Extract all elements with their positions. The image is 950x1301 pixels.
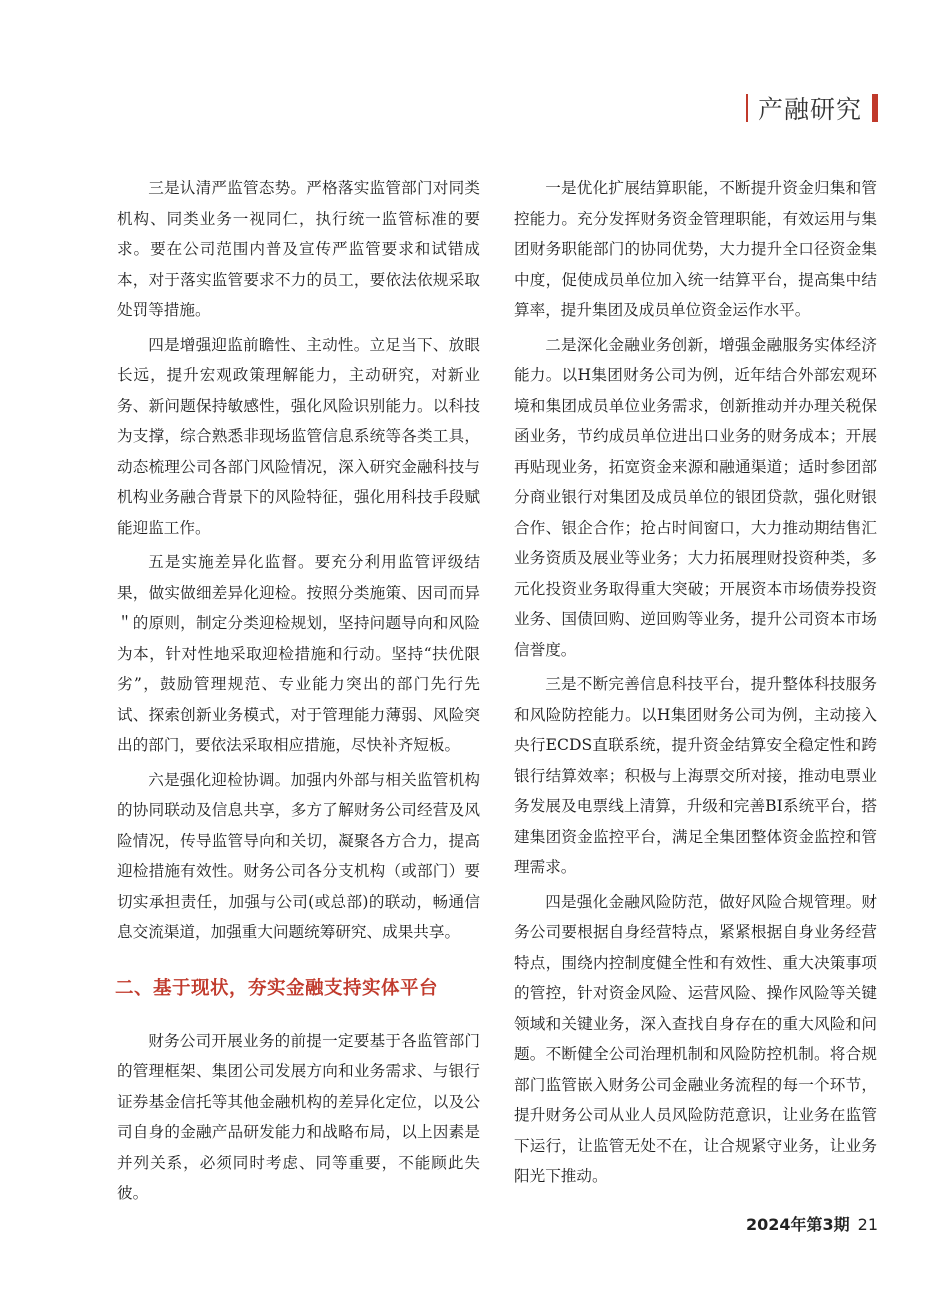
issue-label: 2024年第3期 — [745, 1215, 850, 1234]
paragraph: 三是认清严监管态势。严格落实监管部门对同类机构、同类业务一视同仁，执行统一监管标准的要求。要在公司范围内普及宣传严监管要求和试错成本，对于落实监管要求不力的员工，要依法依规采取处罚等措施。 — [117, 179, 480, 319]
paragraph: 一是优化扩展结算职能，不断提升资金归集和管控能力。充分发挥财务资金管理职能，有效运用与集团财务职能部门的协同优势，大力提升全口径资金集中度，促使成员单位加入统一结算平台，提高集中结算率，提升集团及成员单位资金运作水平。 — [514, 179, 877, 319]
header-divider-bar — [746, 94, 748, 122]
header-title: 产融研究 — [757, 95, 862, 124]
paragraph: 四是增强迎监前瞻性、主动性。立足当下、放眼长远，提升宏观政策理解能力，主动研究，对新业务、新问题保持敏感性，强化风险识别能力。以科技为支撑，综合熟悉非现场监管信息系统等各类工具，动态梳理公司各部门风险情况，深入研究金融科技与机构业务融合背景下的风险特征，强化用科技手段赋能迎监工作。 — [117, 335, 480, 537]
page-footer — [746, 1212, 878, 1235]
paragraph: 五是实施差异化监督。要充分利用监管评级结果，做实做细差异化迎检。按照分类施策、因司而异＂的原则，制定分类迎检规划，坚持问题导向和风险为本，针对性地采取迎检措施和行动。坚持“扶优限劣”，鼓励管理规范、专业能力突出的部门先行先试、探索创新业务模式，对于管理能力薄弱、风险突出的部门，要依法采取相应措施，尽快补齐短板。 — [117, 553, 480, 754]
page-number: 21 — [857, 1215, 878, 1234]
left-column — [117, 173, 480, 1213]
section-heading: 二、基于现状，夯实金融支持实体平台 — [115, 977, 439, 999]
section-header — [746, 90, 878, 126]
paragraph: 三是不断完善信息科技平台，提升整体科技服务和风险防控能力。以H集团财务公司为例，主动接入央行ECDS直联系统，提升资金结算安全稳定性和跨银行结算效率；积极与上海票交所对接，推动电票业务发展及电票线上清算，升级和完善BI系统平台，搭建集团资金监控平台，满足全集团整体资金监控和管理需求。 — [514, 675, 877, 876]
paragraph: 二是深化金融业务创新，增强金融服务实体经济能力。以H集团财务公司为例，近年结合外部宏观环境和集团成员单位业务需求，创新推动并办理关税保函业务，节约成员单位进出口业务的财务成本；开展再贴现业务，拓宽资金来源和融通渠道；适时参团部分商业银行对集团及成员单位的银团贷款，强化财银合作、银企合作；抢占时间窗口，大力推动期结售汇业务资质及展业等业务；大力拓展理财投资种类，多元化投资业务取得重大突破；开展资本市场债券投资业务、国债回购、逆回购等业务，提升公司资本市场信誉度。 — [514, 335, 877, 659]
right-column — [514, 173, 877, 1196]
header-accent-bar — [872, 94, 878, 122]
paragraph: 财务公司开展业务的前提一定要基于各监管部门的管理框架、集团公司发展方向和业务需求、与银行证券基金信托等其他金融机构的差异化定位，以及公司自身的金融产品研发能力和战略布局，以上因素是并列关系，必须同时考虑、同等重要，不能顾此失彼。 — [117, 1031, 480, 1202]
paragraph: 六是强化迎检协调。加强内外部与相关监管机构的协同联动及信息共享，多方了解财务公司经营及风险情况，传导监管导向和关切，凝聚各方合力，提高迎检措施有效性。财务公司各分支机构（或部门）要切实承担责任，加强与公司(或总部)的联动，畅通信息交流渠道，加强重大问题统筹研究、成果共享。 — [117, 770, 480, 941]
paragraph: 四是强化金融风险防范，做好风险合规管理。财务公司要根据自身经营特点，紧紧根据自身业务经营特点，围绕内控制度健全性和有效性、重大决策事项的管控，针对资金风险、运营风险、操作风险等关键领域和关键业务，深入查找自身存在的重大风险和问题。不断健全公司治理机制和风险防控机制。将合规部门监管嵌入财务公司金融业务流程的每一个环节，提升财务公司从业人员风险防范意识，让业务在监管下运行，让监管无处不在，让合规紧守业务，让业务阳光下推动。 — [514, 892, 877, 1185]
